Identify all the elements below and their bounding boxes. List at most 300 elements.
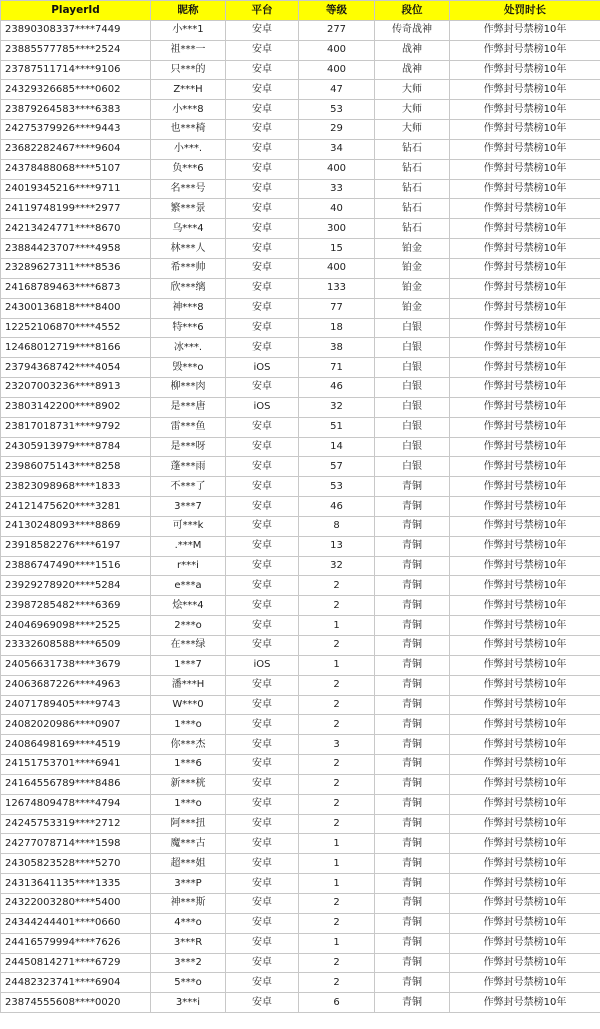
nickname-cell: 烩***4 [151, 596, 226, 616]
level-cell: 1 [299, 616, 375, 636]
player-id-cell: 24482323741****6904 [1, 973, 151, 993]
table-row [1, 973, 600, 993]
platform-cell: 安卓 [226, 953, 299, 973]
nickname-cell: 是***呀 [151, 437, 226, 457]
player-id-cell: 23823098968****1833 [1, 477, 151, 497]
player-id-cell: 24121475620****3281 [1, 497, 151, 517]
level-cell: 2 [299, 913, 375, 933]
level-cell: 1 [299, 874, 375, 894]
platform-cell: 安卓 [226, 179, 299, 199]
rank-cell: 钻石 [375, 139, 450, 159]
platform-cell: iOS [226, 358, 299, 378]
penalty-cell: 作弊封号禁榜10年 [450, 596, 600, 616]
player-id-cell: 24329326685****0602 [1, 80, 151, 100]
level-cell: 2 [299, 794, 375, 814]
header-penalty-duration: 处罚时长 [450, 1, 600, 21]
nickname-cell: Z***H [151, 80, 226, 100]
level-cell: 2 [299, 814, 375, 834]
nickname-cell: 小***. [151, 139, 226, 159]
platform-cell: 安卓 [226, 834, 299, 854]
player-id-cell: 23874555608****0020 [1, 993, 151, 1013]
penalty-cell: 作弊封号禁榜10年 [450, 278, 600, 298]
player-id-cell: 23886747490****1516 [1, 556, 151, 576]
table-row [1, 298, 600, 318]
penalty-cell: 作弊封号禁榜10年 [450, 893, 600, 913]
platform-cell: 安卓 [226, 318, 299, 338]
penalty-cell: 作弊封号禁榜10年 [450, 973, 600, 993]
rank-cell: 青铜 [375, 794, 450, 814]
penalty-cell: 作弊封号禁榜10年 [450, 80, 600, 100]
level-cell: 300 [299, 219, 375, 239]
table-row [1, 993, 600, 1013]
player-id-cell: 24275379926****9443 [1, 120, 151, 140]
table-row [1, 477, 600, 497]
nickname-cell: W***0 [151, 695, 226, 715]
penalty-cell: 作弊封号禁榜10年 [450, 338, 600, 358]
level-cell: 1 [299, 655, 375, 675]
player-id-cell: 24086498169****4519 [1, 735, 151, 755]
level-cell: 400 [299, 258, 375, 278]
level-cell: 53 [299, 477, 375, 497]
platform-cell: 安卓 [226, 973, 299, 993]
level-cell: 400 [299, 60, 375, 80]
player-id-cell: 24063687226****4963 [1, 675, 151, 695]
player-id-cell: 23890308337****7449 [1, 20, 151, 40]
table-row [1, 596, 600, 616]
level-cell: 71 [299, 358, 375, 378]
level-cell: 32 [299, 397, 375, 417]
rank-cell: 青铜 [375, 774, 450, 794]
penalty-cell: 作弊封号禁榜10年 [450, 60, 600, 80]
platform-cell: 安卓 [226, 814, 299, 834]
table-row [1, 139, 600, 159]
nickname-cell: r***i [151, 556, 226, 576]
penalty-cell: 作弊封号禁榜10年 [450, 417, 600, 437]
nickname-cell: 不***了 [151, 477, 226, 497]
player-id-cell: 24130248093****8869 [1, 516, 151, 536]
player-id-cell: 24300136818****8400 [1, 298, 151, 318]
level-cell: 32 [299, 556, 375, 576]
rank-cell: 青铜 [375, 596, 450, 616]
rank-cell: 铂金 [375, 278, 450, 298]
rank-cell: 白银 [375, 397, 450, 417]
rank-cell: 青铜 [375, 536, 450, 556]
nickname-cell: 新***桄 [151, 774, 226, 794]
penalty-cell: 作弊封号禁榜10年 [450, 497, 600, 517]
table-row [1, 358, 600, 378]
platform-cell: 安卓 [226, 378, 299, 398]
rank-cell: 白银 [375, 358, 450, 378]
platform-cell: 安卓 [226, 278, 299, 298]
level-cell: 53 [299, 100, 375, 120]
rank-cell: 青铜 [375, 893, 450, 913]
platform-cell: 安卓 [226, 933, 299, 953]
level-cell: 2 [299, 774, 375, 794]
table-row [1, 874, 600, 894]
platform-cell: 安卓 [226, 636, 299, 656]
rank-cell: 青铜 [375, 556, 450, 576]
platform-cell: 安卓 [226, 874, 299, 894]
platform-cell: 安卓 [226, 258, 299, 278]
nickname-cell: e***a [151, 576, 226, 596]
player-id-cell: 23207003236****8913 [1, 378, 151, 398]
nickname-cell: 也***椅 [151, 120, 226, 140]
level-cell: 8 [299, 516, 375, 536]
penalty-cell: 作弊封号禁榜10年 [450, 874, 600, 894]
platform-cell: 安卓 [226, 139, 299, 159]
platform-cell: 安卓 [226, 40, 299, 60]
level-cell: 2 [299, 576, 375, 596]
table-row [1, 80, 600, 100]
rank-cell: 青铜 [375, 913, 450, 933]
level-cell: 18 [299, 318, 375, 338]
platform-cell: 安卓 [226, 497, 299, 517]
table-row [1, 437, 600, 457]
nickname-cell: 冰***. [151, 338, 226, 358]
table-row [1, 397, 600, 417]
level-cell: 400 [299, 159, 375, 179]
rank-cell: 铂金 [375, 298, 450, 318]
table-row [1, 278, 600, 298]
nickname-cell: 负***6 [151, 159, 226, 179]
nickname-cell: 神***8 [151, 298, 226, 318]
rank-cell: 青铜 [375, 675, 450, 695]
platform-cell: 安卓 [226, 417, 299, 437]
table-row [1, 814, 600, 834]
table-row [1, 774, 600, 794]
table-row [1, 695, 600, 715]
player-id-cell: 23803142200****8902 [1, 397, 151, 417]
table-row [1, 20, 600, 40]
rank-cell: 青铜 [375, 953, 450, 973]
level-cell: 2 [299, 953, 375, 973]
nickname-cell: 3***R [151, 933, 226, 953]
platform-cell: 安卓 [226, 457, 299, 477]
penalty-cell: 作弊封号禁榜10年 [450, 318, 600, 338]
penalty-cell: 作弊封号禁榜10年 [450, 40, 600, 60]
level-cell: 34 [299, 139, 375, 159]
player-id-cell: 24168789463****6873 [1, 278, 151, 298]
platform-cell: 安卓 [226, 80, 299, 100]
penalty-cell: 作弊封号禁榜10年 [450, 834, 600, 854]
nickname-cell: 可***k [151, 516, 226, 536]
table-row [1, 179, 600, 199]
rank-cell: 青铜 [375, 735, 450, 755]
penalty-cell: 作弊封号禁榜10年 [450, 298, 600, 318]
rank-cell: 青铜 [375, 854, 450, 874]
penalty-cell: 作弊封号禁榜10年 [450, 397, 600, 417]
penalty-cell: 作弊封号禁榜10年 [450, 556, 600, 576]
nickname-cell: 5***o [151, 973, 226, 993]
player-id-cell: 23884423707****4958 [1, 239, 151, 259]
rank-cell: 钻石 [375, 199, 450, 219]
rank-cell: 铂金 [375, 258, 450, 278]
penalty-cell: 作弊封号禁榜10年 [450, 159, 600, 179]
platform-cell: 安卓 [226, 298, 299, 318]
player-id-cell: 24245753319****2712 [1, 814, 151, 834]
nickname-cell: 超***姐 [151, 854, 226, 874]
table-row [1, 378, 600, 398]
rank-cell: 白银 [375, 417, 450, 437]
table-row [1, 417, 600, 437]
nickname-cell: 1***o [151, 715, 226, 735]
penalty-cell: 作弊封号禁榜10年 [450, 755, 600, 775]
penalty-cell: 作弊封号禁榜10年 [450, 179, 600, 199]
table-row [1, 636, 600, 656]
nickname-cell: 特***6 [151, 318, 226, 338]
penalty-cell: 作弊封号禁榜10年 [450, 953, 600, 973]
platform-cell: 安卓 [226, 715, 299, 735]
nickname-cell: 4***o [151, 913, 226, 933]
platform-cell: 安卓 [226, 338, 299, 358]
rank-cell: 青铜 [375, 973, 450, 993]
rank-cell: 青铜 [375, 834, 450, 854]
platform-cell: 安卓 [226, 239, 299, 259]
platform-cell: 安卓 [226, 993, 299, 1013]
platform-cell: 安卓 [226, 516, 299, 536]
platform-cell: 安卓 [226, 536, 299, 556]
platform-cell: iOS [226, 655, 299, 675]
level-cell: 2 [299, 695, 375, 715]
table-row [1, 893, 600, 913]
table-row [1, 755, 600, 775]
player-id-cell: 12674809478****4794 [1, 794, 151, 814]
nickname-cell: 阿***扭 [151, 814, 226, 834]
rank-cell: 青铜 [375, 655, 450, 675]
rank-cell: 大师 [375, 80, 450, 100]
table-row [1, 60, 600, 80]
rank-cell: 战神 [375, 60, 450, 80]
rank-cell: 青铜 [375, 874, 450, 894]
nickname-cell: 毁***o [151, 358, 226, 378]
platform-cell: 安卓 [226, 477, 299, 497]
rank-cell: 白银 [375, 457, 450, 477]
nickname-cell: 雷***鱼 [151, 417, 226, 437]
platform-cell: 安卓 [226, 159, 299, 179]
nickname-cell: 3***7 [151, 497, 226, 517]
player-id-cell: 24313641135****1335 [1, 874, 151, 894]
rank-cell: 青铜 [375, 933, 450, 953]
player-id-cell: 24046969098****2525 [1, 616, 151, 636]
player-id-cell: 24213424771****8670 [1, 219, 151, 239]
table-row [1, 794, 600, 814]
penalty-cell: 作弊封号禁榜10年 [450, 358, 600, 378]
player-id-cell: 23787511714****9106 [1, 60, 151, 80]
penalty-cell: 作弊封号禁榜10年 [450, 794, 600, 814]
player-id-cell: 23289627311****8536 [1, 258, 151, 278]
nickname-cell: 祖***一 [151, 40, 226, 60]
level-cell: 40 [299, 199, 375, 219]
penalty-cell: 作弊封号禁榜10年 [450, 814, 600, 834]
platform-cell: 安卓 [226, 774, 299, 794]
header-level: 等级 [299, 1, 375, 21]
table-row [1, 338, 600, 358]
player-id-cell: 24450814271****6729 [1, 953, 151, 973]
platform-cell: 安卓 [226, 596, 299, 616]
rank-cell: 大师 [375, 100, 450, 120]
player-id-cell: 23929278920****5284 [1, 576, 151, 596]
platform-cell: 安卓 [226, 893, 299, 913]
player-id-cell: 24082020986****0907 [1, 715, 151, 735]
level-cell: 2 [299, 596, 375, 616]
penalty-cell: 作弊封号禁榜10年 [450, 120, 600, 140]
level-cell: 13 [299, 536, 375, 556]
platform-cell: 安卓 [226, 60, 299, 80]
player-id-cell: 23986075143****8258 [1, 457, 151, 477]
player-id-cell: 23682282467****9604 [1, 139, 151, 159]
player-id-cell: 23817018731****9792 [1, 417, 151, 437]
level-cell: 6 [299, 993, 375, 1013]
level-cell: 400 [299, 40, 375, 60]
table-row [1, 536, 600, 556]
nickname-cell: 蓬***雨 [151, 457, 226, 477]
nickname-cell: 小***1 [151, 20, 226, 40]
player-id-cell: 24164556789****8486 [1, 774, 151, 794]
penalty-cell: 作弊封号禁榜10年 [450, 616, 600, 636]
rank-cell: 青铜 [375, 755, 450, 775]
level-cell: 46 [299, 497, 375, 517]
platform-cell: 安卓 [226, 675, 299, 695]
nickname-cell: .***M [151, 536, 226, 556]
player-id-cell: 24151753701****6941 [1, 755, 151, 775]
rank-cell: 白银 [375, 437, 450, 457]
player-id-cell: 24019345216****9711 [1, 179, 151, 199]
table-row [1, 516, 600, 536]
penalty-cell: 作弊封号禁榜10年 [450, 576, 600, 596]
platform-cell: 安卓 [226, 794, 299, 814]
penalty-cell: 作弊封号禁榜10年 [450, 516, 600, 536]
platform-cell: 安卓 [226, 437, 299, 457]
penalty-cell: 作弊封号禁榜10年 [450, 139, 600, 159]
rank-cell: 大师 [375, 120, 450, 140]
rank-cell: 钻石 [375, 219, 450, 239]
rank-cell: 青铜 [375, 814, 450, 834]
platform-cell: 安卓 [226, 913, 299, 933]
level-cell: 2 [299, 973, 375, 993]
player-id-cell: 24119748199****2977 [1, 199, 151, 219]
penalty-cell: 作弊封号禁榜10年 [450, 437, 600, 457]
table-row [1, 576, 600, 596]
level-cell: 2 [299, 636, 375, 656]
rank-cell: 青铜 [375, 576, 450, 596]
level-cell: 2 [299, 893, 375, 913]
table-row [1, 933, 600, 953]
rank-cell: 钻石 [375, 179, 450, 199]
table-row [1, 199, 600, 219]
player-id-cell: 24378488068****5107 [1, 159, 151, 179]
player-id-cell: 23885577785****2524 [1, 40, 151, 60]
platform-cell: 安卓 [226, 556, 299, 576]
nickname-cell: 潘***H [151, 675, 226, 695]
table-row [1, 834, 600, 854]
penalty-cell: 作弊封号禁榜10年 [450, 457, 600, 477]
table-row [1, 953, 600, 973]
player-id-cell: 23794368742****4054 [1, 358, 151, 378]
platform-cell: 安卓 [226, 120, 299, 140]
header-player-id: PlayerId [1, 1, 151, 21]
level-cell: 2 [299, 675, 375, 695]
player-id-cell: 23332608588****6509 [1, 636, 151, 656]
nickname-cell: 乌***4 [151, 219, 226, 239]
penalty-cell: 作弊封号禁榜10年 [450, 239, 600, 259]
penalty-cell: 作弊封号禁榜10年 [450, 933, 600, 953]
nickname-cell: 柳***肉 [151, 378, 226, 398]
penalty-cell: 作弊封号禁榜10年 [450, 536, 600, 556]
platform-cell: 安卓 [226, 219, 299, 239]
level-cell: 51 [299, 417, 375, 437]
platform-cell: 安卓 [226, 576, 299, 596]
table-row [1, 239, 600, 259]
platform-cell: iOS [226, 397, 299, 417]
nickname-cell: 3***P [151, 874, 226, 894]
penalty-cell: 作弊封号禁榜10年 [450, 20, 600, 40]
table-row [1, 735, 600, 755]
platform-cell: 安卓 [226, 695, 299, 715]
level-cell: 3 [299, 735, 375, 755]
platform-cell: 安卓 [226, 20, 299, 40]
table-row [1, 120, 600, 140]
player-id-cell: 23918582276****6197 [1, 536, 151, 556]
rank-cell: 青铜 [375, 636, 450, 656]
penalty-cell: 作弊封号禁榜10年 [450, 199, 600, 219]
platform-cell: 安卓 [226, 616, 299, 636]
rank-cell: 青铜 [375, 516, 450, 536]
table-row [1, 318, 600, 338]
rank-cell: 战神 [375, 40, 450, 60]
rank-cell: 白银 [375, 378, 450, 398]
header-row [1, 1, 600, 21]
rank-cell: 钻石 [375, 159, 450, 179]
penalty-cell: 作弊封号禁榜10年 [450, 655, 600, 675]
penalty-cell: 作弊封号禁榜10年 [450, 715, 600, 735]
player-id-cell: 24071789405****9743 [1, 695, 151, 715]
level-cell: 47 [299, 80, 375, 100]
penalty-cell: 作弊封号禁榜10年 [450, 477, 600, 497]
nickname-cell: 1***6 [151, 755, 226, 775]
nickname-cell: 魔***古 [151, 834, 226, 854]
penalty-cell: 作弊封号禁榜10年 [450, 100, 600, 120]
rank-cell: 铂金 [375, 239, 450, 259]
player-id-cell: 12252106870****4552 [1, 318, 151, 338]
table-row [1, 913, 600, 933]
table-row [1, 616, 600, 636]
penalty-cell: 作弊封号禁榜10年 [450, 854, 600, 874]
penalty-cell: 作弊封号禁榜10年 [450, 636, 600, 656]
level-cell: 2 [299, 715, 375, 735]
header-platform: 平台 [226, 1, 299, 21]
player-id-cell: 12468012719****8166 [1, 338, 151, 358]
platform-cell: 安卓 [226, 854, 299, 874]
rank-cell: 青铜 [375, 715, 450, 735]
player-id-cell: 23987285482****6369 [1, 596, 151, 616]
platform-cell: 安卓 [226, 735, 299, 755]
table-row [1, 159, 600, 179]
nickname-cell: 小***8 [151, 100, 226, 120]
penalty-cell: 作弊封号禁榜10年 [450, 735, 600, 755]
table-row [1, 457, 600, 477]
penalty-cell: 作弊封号禁榜10年 [450, 993, 600, 1013]
nickname-cell: 林***人 [151, 239, 226, 259]
table-row [1, 556, 600, 576]
table-row [1, 655, 600, 675]
rank-cell: 白银 [375, 338, 450, 358]
level-cell: 2 [299, 755, 375, 775]
nickname-cell: 欣***缡 [151, 278, 226, 298]
table-row [1, 40, 600, 60]
rank-cell: 传奇战神 [375, 20, 450, 40]
level-cell: 38 [299, 338, 375, 358]
table-row [1, 219, 600, 239]
